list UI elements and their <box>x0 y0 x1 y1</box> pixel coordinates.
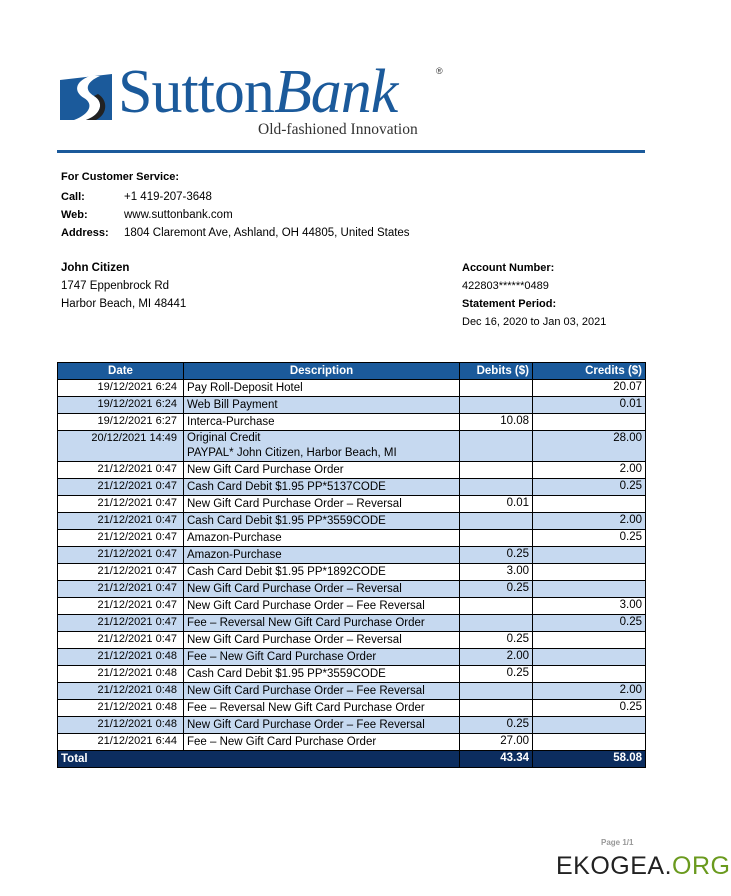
cell-credit: 0.25 <box>533 479 646 496</box>
cell-description <box>184 513 460 530</box>
cell-date: 21/12/2021 0:48 <box>58 700 184 717</box>
description-line: Amazon-Purchase <box>187 531 282 544</box>
table-row <box>58 564 646 581</box>
cell-description <box>184 479 460 496</box>
cell-debit <box>460 462 533 479</box>
table-row <box>58 380 646 397</box>
cell-description <box>184 462 460 479</box>
cell-description <box>184 530 460 547</box>
cell-debit <box>460 380 533 397</box>
cell-credit: 2.00 <box>533 462 646 479</box>
cell-credit: 2.00 <box>533 683 646 700</box>
header-debits: Debits ($) <box>460 363 533 380</box>
cell-date: 21/12/2021 0:48 <box>58 717 184 734</box>
cell-debit: 0.25 <box>460 632 533 649</box>
call-value: +1 419-207-3648 <box>124 191 212 203</box>
cell-debit: 2.00 <box>460 649 533 666</box>
cell-description <box>184 581 460 598</box>
cell-debit <box>460 479 533 496</box>
description-line: New Gift Card Purchase Order – Fee Reversal <box>187 599 425 612</box>
customer-service-heading: For Customer Service: <box>61 171 179 183</box>
account-number-label: Account Number: <box>462 262 555 274</box>
cell-date: 21/12/2021 0:47 <box>58 581 184 598</box>
table-row <box>58 496 646 513</box>
cell-debit <box>460 683 533 700</box>
table-row <box>58 649 646 666</box>
cell-description <box>184 380 460 397</box>
address-value: 1804 Claremont Ave, Ashland, OH 44805, United States <box>124 227 410 239</box>
registered-mark: ® <box>436 66 443 76</box>
customer-street: 1747 Eppenbrock Rd <box>61 280 170 292</box>
cell-credit <box>533 581 646 598</box>
table-row <box>58 462 646 479</box>
cell-description <box>184 649 460 666</box>
statement-period-label: Statement Period: <box>462 298 557 310</box>
address-label: Address: <box>61 227 109 239</box>
customer-service-block <box>61 171 410 242</box>
cell-date: 21/12/2021 0:47 <box>58 632 184 649</box>
cell-debit <box>460 397 533 414</box>
logo-wordmark <box>118 58 398 126</box>
cell-date: 21/12/2021 0:48 <box>58 683 184 700</box>
description-line: New Gift Card Purchase Order – Reversal <box>187 582 402 595</box>
customer-name: John Citizen <box>61 262 130 274</box>
description-line: Fee – New Gift Card Purchase Order <box>187 735 377 748</box>
table-row <box>58 414 646 431</box>
cell-date: 21/12/2021 0:47 <box>58 513 184 530</box>
cell-description <box>184 717 460 734</box>
cell-debit <box>460 615 533 632</box>
cell-date: 19/12/2021 6:27 <box>58 414 184 431</box>
cell-description <box>184 564 460 581</box>
cell-credit <box>533 414 646 431</box>
cell-debit <box>460 700 533 717</box>
cell-description <box>184 397 460 414</box>
header-description: Description <box>184 363 460 380</box>
description-line: Interca-Purchase <box>187 415 275 428</box>
cell-debit: 0.25 <box>460 666 533 683</box>
table-row <box>58 397 646 414</box>
cell-date: 21/12/2021 0:48 <box>58 649 184 666</box>
cell-date: 21/12/2021 0:48 <box>58 666 184 683</box>
cell-description <box>184 547 460 564</box>
cell-description <box>184 431 460 462</box>
table-row <box>58 479 646 496</box>
watermark-accent: ORG <box>672 852 731 880</box>
service-row-address <box>61 224 410 242</box>
cell-credit: 2.00 <box>533 513 646 530</box>
description-line: New Gift Card Purchase Order – Reversal <box>187 497 402 510</box>
table-row <box>58 513 646 530</box>
logo-tagline: Old-fashioned Innovation <box>258 121 418 138</box>
total-row <box>58 751 646 768</box>
table-row <box>58 530 646 547</box>
cell-date: 19/12/2021 6:24 <box>58 397 184 414</box>
total-credit: 58.08 <box>533 751 646 768</box>
header-divider <box>57 150 645 153</box>
cell-debit: 3.00 <box>460 564 533 581</box>
customer-address <box>61 259 186 313</box>
description-line: Cash Card Debit $1.95 PP*3559CODE <box>187 667 386 680</box>
account-info <box>462 259 606 331</box>
table-row <box>58 431 646 462</box>
cell-date: 21/12/2021 0:47 <box>58 496 184 513</box>
description-line: New Gift Card Purchase Order <box>187 463 344 476</box>
account-number: 422803******0489 <box>462 280 549 292</box>
cell-credit <box>533 632 646 649</box>
cell-date: 21/12/2021 6:44 <box>58 734 184 751</box>
cell-credit: 0.01 <box>533 397 646 414</box>
total-debit: 43.34 <box>460 751 533 768</box>
cell-date: 21/12/2021 0:47 <box>58 564 184 581</box>
service-row-web <box>61 206 410 224</box>
description-line: Original Credit <box>187 432 261 444</box>
web-value: www.suttonbank.com <box>124 209 233 221</box>
description-line: New Gift Card Purchase Order – Reversal <box>187 633 402 646</box>
table-row <box>58 581 646 598</box>
table-header <box>58 363 646 380</box>
cell-description <box>184 632 460 649</box>
cell-date: 21/12/2021 0:47 <box>58 479 184 496</box>
table-row <box>58 683 646 700</box>
cell-credit <box>533 734 646 751</box>
cell-credit <box>533 564 646 581</box>
call-label: Call: <box>61 191 85 203</box>
sutton-bank-logo <box>58 58 448 142</box>
cell-debit: 0.25 <box>460 581 533 598</box>
table-row <box>58 666 646 683</box>
cell-debit: 10.08 <box>460 414 533 431</box>
cell-description <box>184 683 460 700</box>
cell-credit <box>533 717 646 734</box>
logo-mark-icon <box>60 74 112 120</box>
description-line: Cash Card Debit $1.95 PP*3559CODE <box>187 514 386 527</box>
header-date: Date <box>58 363 184 380</box>
cell-description <box>184 414 460 431</box>
cell-date: 21/12/2021 0:47 <box>58 598 184 615</box>
cell-description <box>184 700 460 717</box>
description-line: Cash Card Debit $1.95 PP*1892CODE <box>187 565 386 578</box>
cell-date: 19/12/2021 6:24 <box>58 380 184 397</box>
cell-credit: 0.25 <box>533 530 646 547</box>
table-row <box>58 547 646 564</box>
description-line: Fee – Reversal New Gift Card Purchase Order <box>187 616 425 629</box>
cell-debit <box>460 598 533 615</box>
description-line: New Gift Card Purchase Order – Fee Reversal <box>187 684 425 697</box>
header-credits: Credits ($) <box>533 363 646 380</box>
table-row <box>58 734 646 751</box>
cell-description <box>184 615 460 632</box>
description-line: Fee – Reversal New Gift Card Purchase Order <box>187 701 425 714</box>
table-row <box>58 717 646 734</box>
cell-credit <box>533 666 646 683</box>
table-row <box>58 700 646 717</box>
description-line: Amazon-Purchase <box>187 548 282 561</box>
description-line: Cash Card Debit $1.95 PP*5137CODE <box>187 480 386 493</box>
cell-credit <box>533 496 646 513</box>
cell-credit: 3.00 <box>533 598 646 615</box>
watermark-main: EKOGEA. <box>556 852 673 880</box>
description-line: Fee – New Gift Card Purchase Order <box>187 650 377 663</box>
cell-debit <box>460 431 533 462</box>
cell-credit: 20.07 <box>533 380 646 397</box>
cell-description <box>184 734 460 751</box>
page-number: Page 1/1 <box>601 838 634 847</box>
cell-date: 21/12/2021 0:47 <box>58 530 184 547</box>
cell-description <box>184 496 460 513</box>
cell-description <box>184 598 460 615</box>
description-line: Pay Roll-Deposit Hotel <box>187 381 303 394</box>
cell-credit: 0.25 <box>533 700 646 717</box>
cell-debit: 0.25 <box>460 717 533 734</box>
cell-date: 21/12/2021 0:47 <box>58 615 184 632</box>
transactions-table <box>57 362 646 768</box>
cell-credit <box>533 649 646 666</box>
table-row <box>58 615 646 632</box>
logo-name-regular: Sutton <box>118 58 274 126</box>
cell-debit <box>460 513 533 530</box>
description-line-2: PAYPAL* John Citizen, Harbor Beach, MI <box>187 447 397 459</box>
table-row <box>58 598 646 615</box>
description-line: New Gift Card Purchase Order – Fee Reversal <box>187 718 425 731</box>
cell-debit: 0.25 <box>460 547 533 564</box>
cell-credit: 0.25 <box>533 615 646 632</box>
cell-debit: 0.01 <box>460 496 533 513</box>
cell-date: 21/12/2021 0:47 <box>58 462 184 479</box>
cell-credit: 28.00 <box>533 431 646 462</box>
statement-period: Dec 16, 2020 to Jan 03, 2021 <box>462 316 607 328</box>
service-row-call <box>61 188 410 206</box>
cell-debit: 27.00 <box>460 734 533 751</box>
cell-date: 20/12/2021 14:49 <box>58 431 184 462</box>
description-line: Web Bill Payment <box>187 398 278 411</box>
cell-date: 21/12/2021 0:47 <box>58 547 184 564</box>
cell-debit <box>460 530 533 547</box>
customer-city: Harbor Beach, MI 48441 <box>61 298 187 310</box>
web-label: Web: <box>61 209 88 221</box>
total-label: Total <box>58 751 460 768</box>
logo-name-italic: Bank <box>273 58 398 126</box>
table-row <box>58 632 646 649</box>
cell-credit <box>533 547 646 564</box>
watermark <box>556 851 731 881</box>
cell-description <box>184 666 460 683</box>
